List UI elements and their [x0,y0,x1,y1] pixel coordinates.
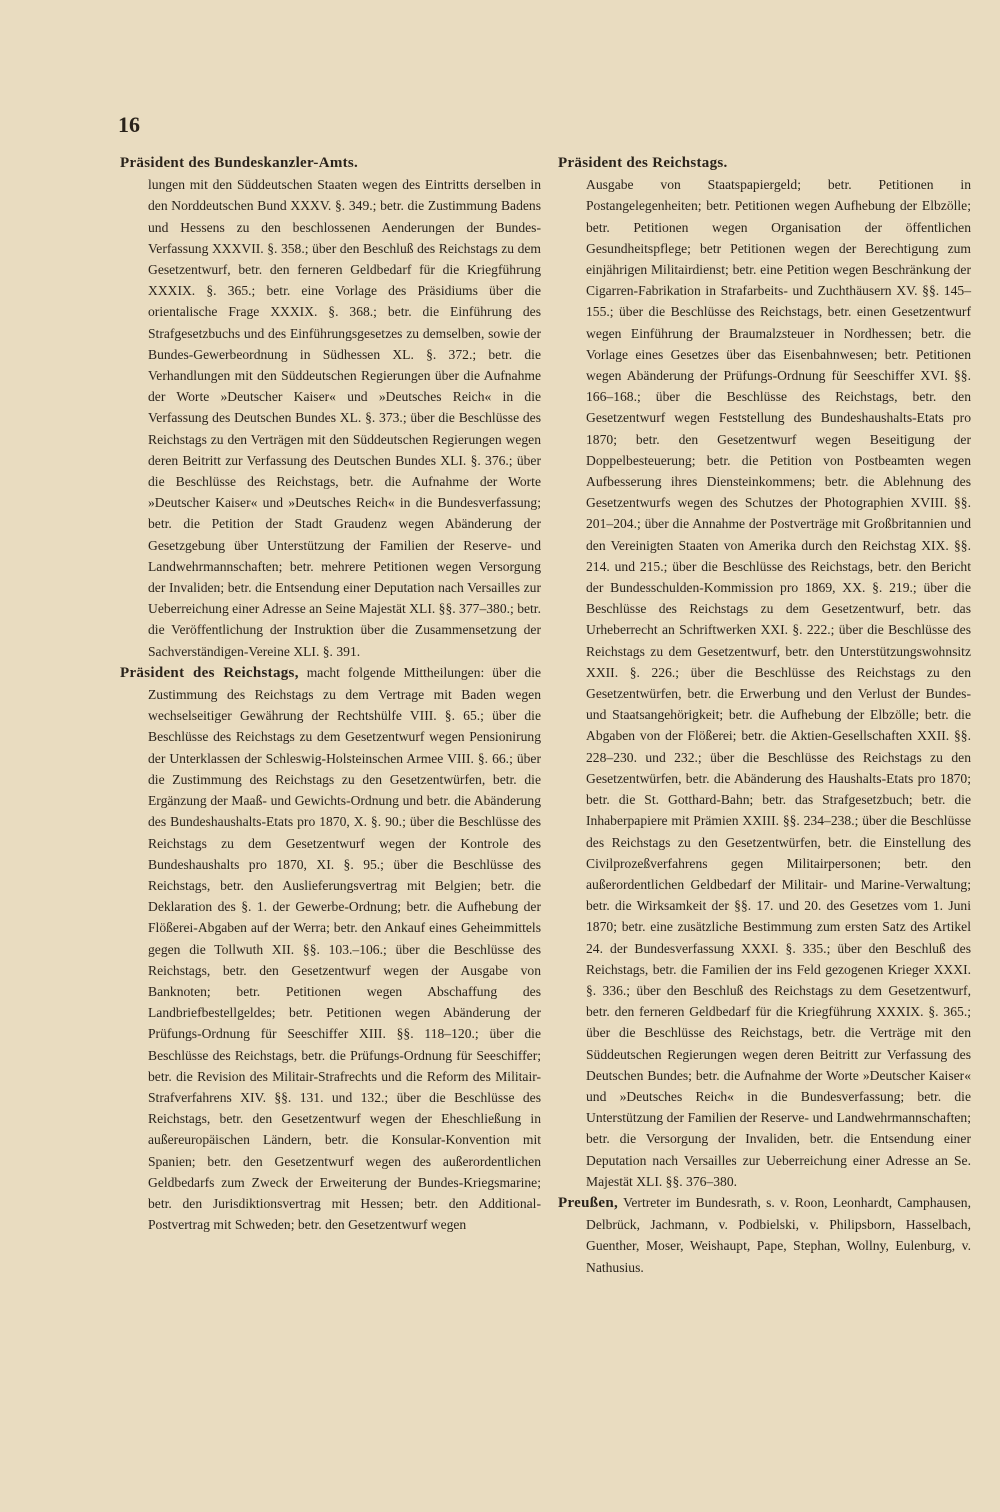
page-number: 16 [118,112,140,137]
entry-text: Ausgabe von Staatspapiergeld; betr. Petitionen in Postangelegenheiten; betr. Petitionen wegen Aufhebung der Elbzölle; betr. Petitionen wegen Organisation der öffentlichen Gesundheitspflege; betr Petitionen wegen der Berechtigung zum einjährigen Militairdienst; betr. eine Petition wegen Beschränkung der Cigarren-Fabrikation in Strafarbeits- und Zuchthäusern XV. §§. 145–155.; über die Beschlüsse des Reichstags, betr. einen Gesetzentwurf wegen Einführung der Braumalzsteuer in Nordhessen; betr. die Vorlage eines Gesetzes über das Eisenbahnwesen; betr. Petitionen wegen Abänderung der Prüfungs-Ordnung für Seeschiffer XVI. §§. 166–168.; über die Beschlüsse des Reichstags, betr. den Gesetzentwurf wegen Feststellung des Bundeshaushalts-Etats pro 1870; betr. den Gesetzentwurf wegen Beseitigung der Doppelbesteuerung; betr. die Petition von Postbeamten wegen Aufbesserung ihres Diensteinkommens; betr. die Ablehnung des Gesetzentwurfs wegen des Schutzes der Photographien XVIII. §§. 201–204.; über die Annahme der Postverträge mit Großbritannien und den Vereinigten Staaten von Amerika durch den Reichstag XIX. §§. 214. und 215.; über die Beschlüsse des Reichstags, betr. den Bericht der Bundesschulden-Kommission pro 1869, XX. §. 219.; über die Beschlüsse des Reichstags zu dem Gesetzentwurf, betr. das Urheberrecht an Schriftwerken XXI. §. 222.; über die Beschlüsse des Reichstags zu dem Gesetzentwurf, betr. den Unterstützungswohnsitz XXII. §. 226.; über die Beschlüsse des Reichstags zu den Gesetzentwürfen, betr. die Erwerbung und den Verlust der Bundes- und Staatsangehörigkeit; betr. die Aufhebung der Elbzölle; betr. die Abgaben von der Flößerei; betr. die Aktien-Gesellschaften XXII. §§. 228–230. und 232.; über die Beschlüsse des Reichstags zu den Gesetzentwürfen, betr. die Abänderung des Haushalts-Etats pro 1870; betr. die St. Gotthard-Bahn; betr. das Strafgesetzbuch; betr. die Inhaberpapiere mit Prämien XXIII. §§. 234–238.; über die Beschlüsse des Reichstags zu den Gesetzentwürfen, betr. die Einstellung des Civilprozeßverfahrens gegen Militairpersonen; betr. den außerordentlichen Geldbedarf der Militair- und Marine-Verwaltung; betr. die Wirksamkeit der §§. 17. und 20. des Gesetzes vom 1. Juni 1870; betr. eine zusätzliche Bestimmung zum ersten Satz des Artikel 24. der Bundesverfassung XXXI. §. 335.; über den Beschluß des Reichstags, betr. die Familien der ins Feld gezogenen Krieger XXXI. §. 336.; über den Beschluß des Reichstags zu dem Gesetzentwurf, betr. den ferneren Geldbedarf für die Kriegführung XXXIX. §. 365.; über die Beschlüsse des Reichstags, betr. die Verträge mit den Süddeutschen Regierungen wegen deren Beitritt zur Verfassung des Deutschen Bundes; betr. die Aufnahme der Worte »Deutscher Kaiser« und »Deutsches Reich« in die Bundesverfassung; betr. die Unterstützung der Familien der Reserve- und Landwehrmannschaften; betr. die Versorgung der Invaliden, betr. die Entsendung einer Deputation nach Versailles zur Ueberreichung einer Adresse an Se. Majestät XLI. §§. 376–380. [586,177,971,1189]
entry-praesident-reichstag [120,662,541,1235]
entry-text: Vertreter im Bundesrath, s. v. Roon, Leonhardt, Camphausen, Delbrück, Jachmann, v. Podbielski, v. Philipsborn, Hasselbach, Guenther, Moser, Weishaupt, Pape, Stephan, Wollny, Eulenburg, v. Nathusius. [586,1194,971,1275]
entry-praesident-reichstag-cont [558,153,971,1192]
entry-heading: Preußen, [558,1194,619,1211]
entry-heading: Präsident des Bundeskanzler-Amts. [120,155,359,171]
entry-praesident-bundeskanzler-amt [120,153,541,662]
entry-heading: Präsident des Reichstags. [558,155,728,171]
entry-text: macht folgende Mittheilungen: über die Zustimmung des Reichstags zu dem Vertrage mit Baden wegen wechselseitiger Gewährung der Rechtshülfe VIII. §. 65.; über die Beschlüsse des Reichstags zu dem Gesetzentwurf wegen Pensionirung der Unterklassen der Schleswig-Holsteinschen Armee VIII. §. 66.; über die Zustimmung des Reichstags zu den Gesetzentwürfen, betr. die Ergänzung der Maaß- und Gewichts-Ordnung und betr. die Abänderung des Bundeshaushalts-Etats pro 1870, X. §. 90.; über die Beschlüsse des Reichstags zu dem Gesetzentwurf wegen der Kontrole des Bundeshaushalts pro 1870, XI. §. 95.; über die Beschlüsse des Reichstags, betr. den Auslieferungsvertrag mit Belgien; betr. die Deklaration des §. 1. der Gewerbe-Ordnung; betr. die Aufhebung der Flößerei-Abgaben auf der Werra; betr. den Ankauf eines Geheimmittels gegen die Tollwuth XII. §§. 103.–106.; über die Beschlüsse des Reichstags, betr. den Gesetzentwurf wegen der Ausgabe von Banknoten; betr. Petitionen wegen Abschaffung des Landbriefbestellgeldes; betr. Petitionen wegen Abänderung der Prüfungs-Ordnung für Seeschiffer XIII. §§. 118–120.; über die Beschlüsse des Reichstags, betr. die Prüfungs-Ordnung für Seeschiffer; betr. die Revision des Militair-Strafrechts und die Reform des Militair-Strafverfahrens XIV. §§. 131. und 132.; über die Beschlüsse des Reichstags, betr. den Gesetzentwurf wegen der Eheschließung in außereuropäischen Ländern, betr. die Konsular-Konvention mit Spanien; betr. den Gesetzentwurf wegen des außerordentlichen Geldbedarfs zum Zweck der Erweiterung der Bundes-Kriegsmarine; betr. den Jurisdiktionsvertrag mit Hessen; betr. den Additional-Postvertrag mit Schweden; betr. den Gesetzentwurf wegen [148,664,541,1233]
entry-preussen [558,1192,971,1278]
left-column [120,153,541,1235]
entry-heading: Präsident des Reichstags, [120,664,299,681]
right-column [558,153,971,1278]
entry-text: lungen mit den Süddeutschen Staaten wegen des Eintritts derselben in den Norddeutschen Bund XXXV. §. 349.; betr. die Zustimmung Badens und Hessens zu den beschlossenen Aenderungen der Bundes-Verfassung XXXVII. §. 358.; über den Beschluß des Reichstags zu dem Gesetzentwurf, betr. den ferneren Geldbedarf für die Kriegführung XXXIX. §. 365.; betr. eine Vorlage des Präsidiums über die orientalische Frage XXXIX. §. 368.; betr. die Einführung des Strafgesetzbuchs und des Einführungsgesetzes zu demselben, sowie der Bundes-Gewerbeordnung in Südhessen XL. §. 372.; betr. die Verhandlungen mit den Süddeutschen Regierungen über die Aufnahme der Worte »Deutscher Kaiser« und »Deutsches Reich« in die Verfassung des Deutschen Bundes XL. §. 373.; über die Beschlüsse des Reichstags zu den Verträgen mit den Süddeutschen Regierungen wegen deren Beitritt zur Verfassung des Deutschen Bundes XLI. §. 376.; über die Beschlüsse des Reichstags, betr. die Aufnahme der Worte »Deutscher Kaiser« und »Deutsches Reich« in die Bundesverfassung; betr. die Petition der Stadt Graudenz wegen Abänderung der Gesetzgebung über Unterstützung der Familien der Reserve- und Landwehrmannschaften; betr. mehrere Petitionen wegen Versorgung der Invaliden; betr. die Entsendung einer Deputation nach Versailles zur Ueberreichung einer Adresse an Seine Majestät XLI. §§. 377–380.; betr. die Veröffentlichung der Instruktion über die Zusammensetzung der Sachverständigen-Vereine XLI. §. 391. [148,177,541,659]
